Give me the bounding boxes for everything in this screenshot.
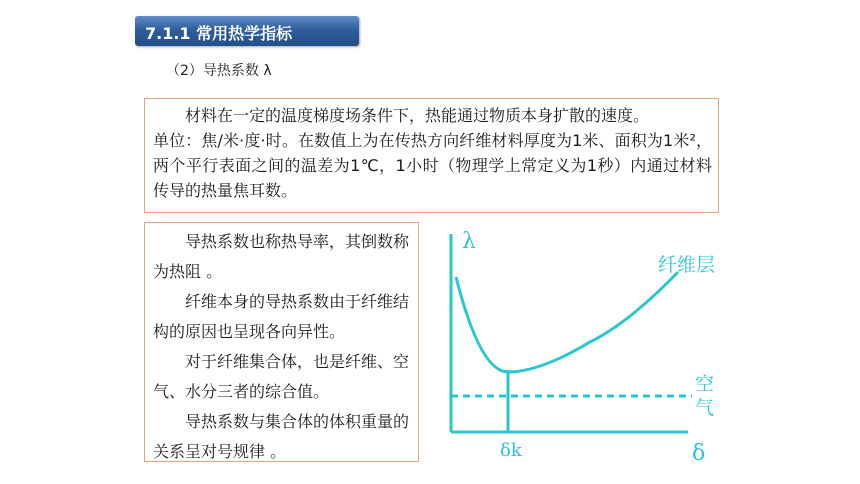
air-label-bottom: 气 [695,397,715,419]
note-2: 纤维本身的导热系数由于纤维结构的原因也呈现各向异性。 [153,292,410,341]
min-label: δk [500,440,522,461]
conductivity-diagram [430,222,730,472]
note-1: 导热系数也称热导率，其倒数称为热阻 。 [153,232,410,281]
y-axis-label: λ [462,229,476,254]
definition-box [144,98,719,213]
fiber-layer-curve [456,272,678,372]
note-4: 导热系数与集合体的体积重量的关系呈对号规律 。 [153,412,410,461]
air-label-top: 空 [695,373,715,395]
definition-line-2: 单位：焦/米·度·时。在数值上为在传热方向纤维材料厚度为1米、面积为1米²，两个平行表面之间的温差为1℃，1小时（物理学上常定义为1秒）内通过材料传导的热量焦耳数。 [153,131,712,200]
note-3: 对于纤维集合体，也是纤维、空气、水分三者的综合值。 [153,352,410,401]
definition-line-1: 材料在一定的温度梯度场条件下，热能通过物质本身扩散的速度。 [185,106,650,125]
x-axis-label: δ [692,441,706,466]
subtitle: （2）导热系数 λ [166,63,272,79]
curve-label: 纤维层 [658,254,716,276]
notes-box [144,222,419,462]
section-title: 7.1.1 常用热学指标 [145,24,293,43]
section-header [135,16,359,46]
